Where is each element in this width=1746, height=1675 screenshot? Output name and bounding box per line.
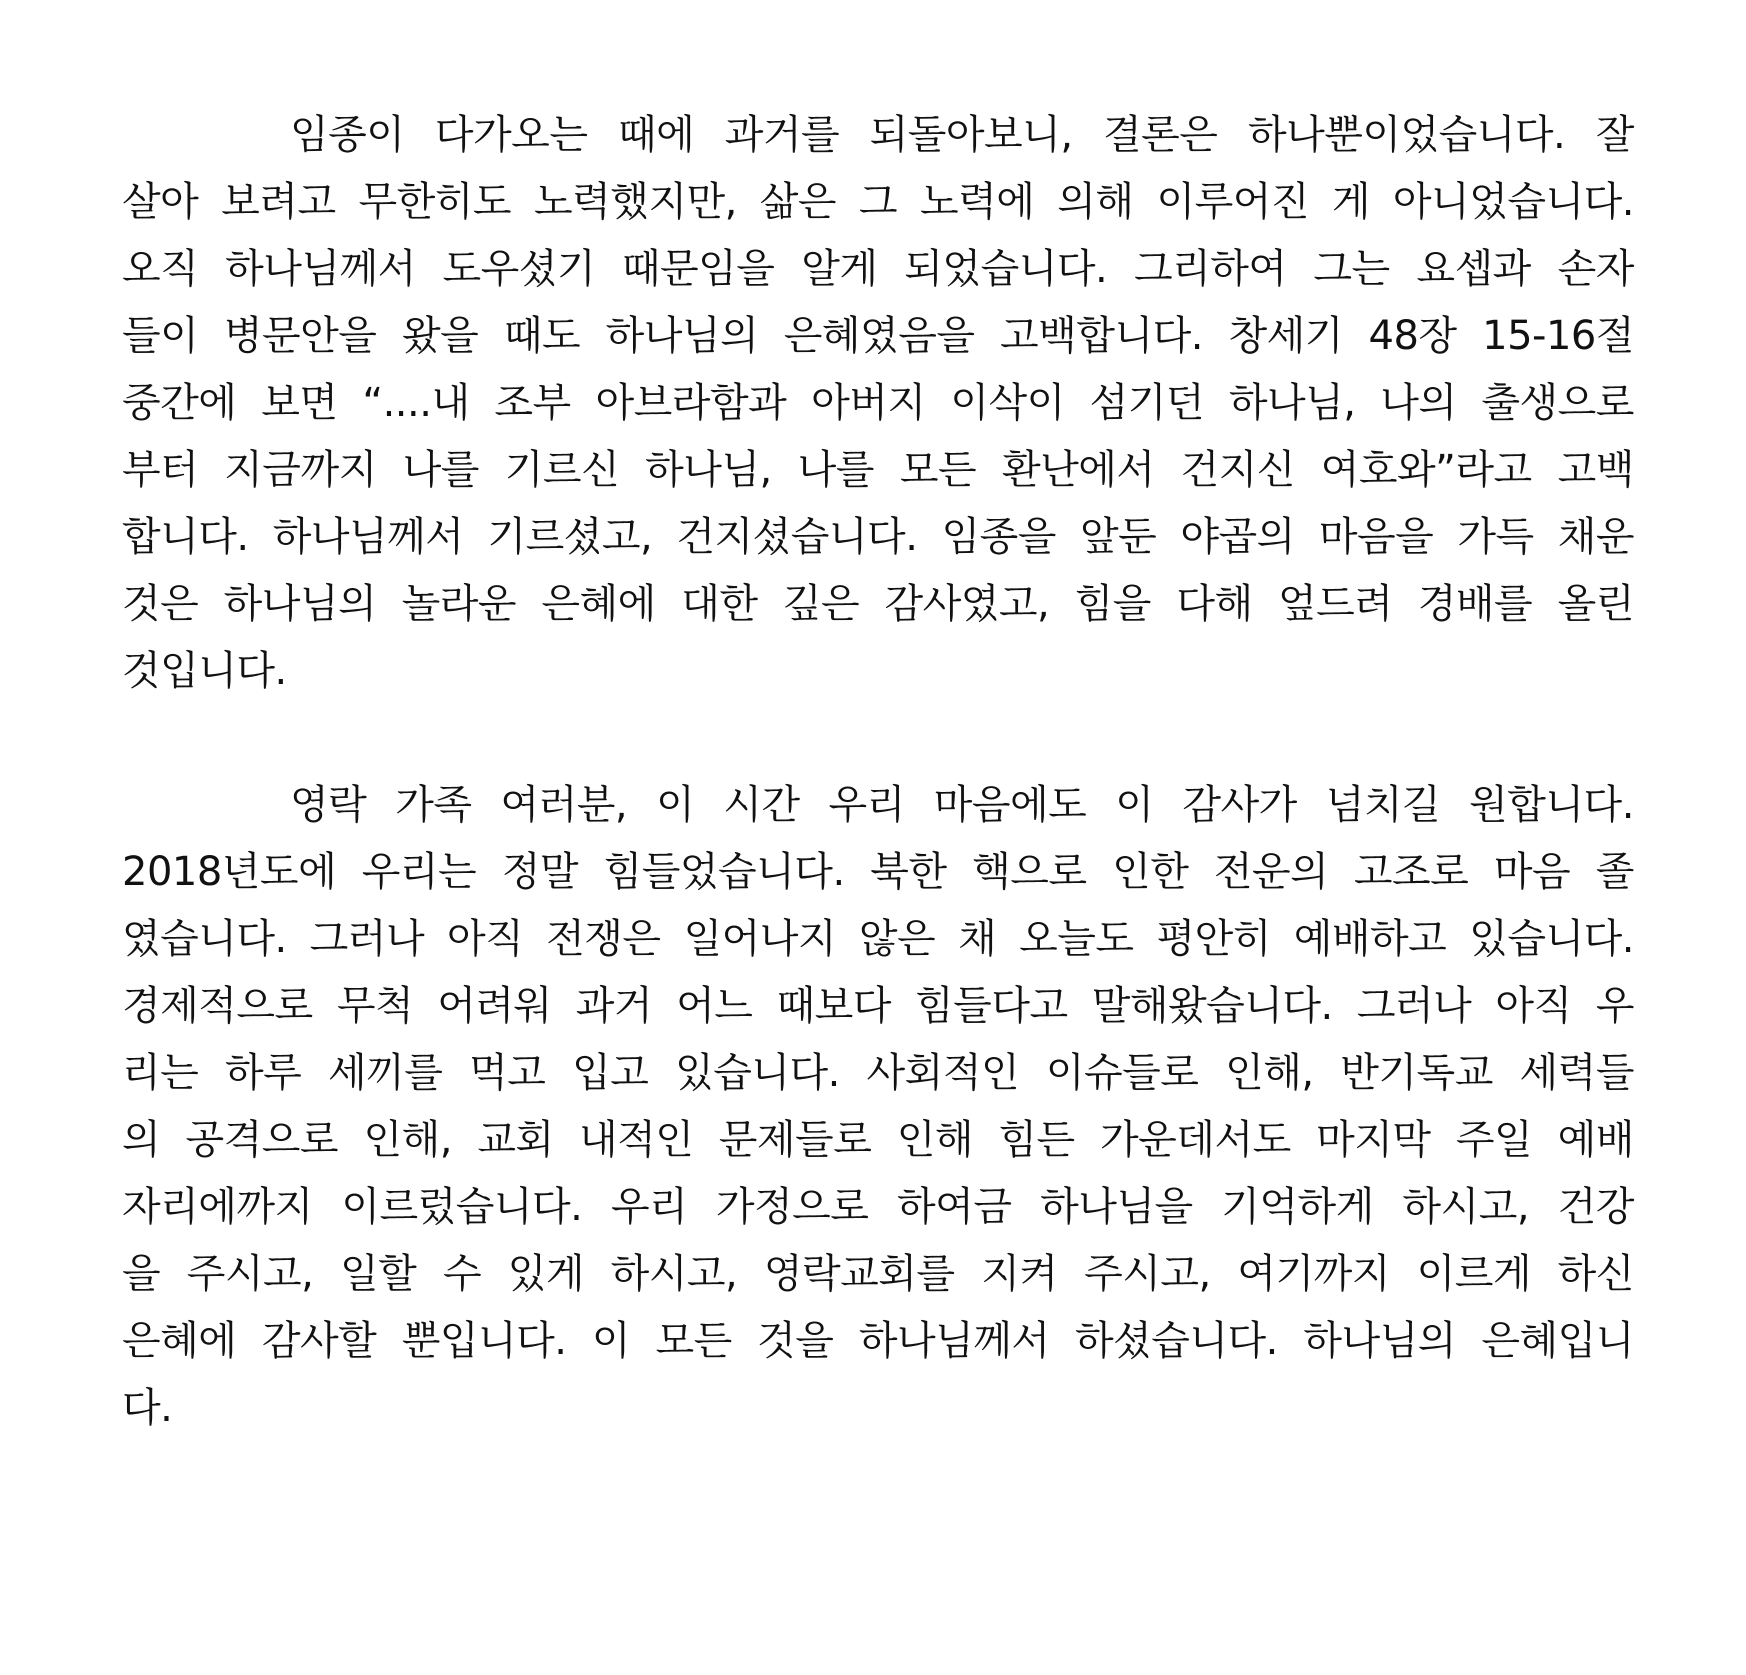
text-line: 임종이 다가오는 때에 과거를 되돌아보니, 결론은 하나뿐이었습니다. 잘 (290, 112, 1634, 158)
paragraph-2 (122, 772, 1634, 1442)
text-line: 을 주시고, 일할 수 있게 하시고, 영락교회를 지켜 주시고, 여기까지 이르게 하신 (122, 1251, 1634, 1297)
text-line: 영락 가족 여러분, 이 시간 우리 마음에도 이 감사가 넘치길 원합니다. (290, 782, 1634, 828)
text-line: 였습니다. 그러나 아직 전쟁은 일어나지 않은 채 오늘도 평안히 예배하고 있습니다. (122, 916, 1634, 962)
text-line: 2018년도에 우리는 정말 힘들었습니다. 북한 핵으로 인한 전운의 고조로 마음 졸 (122, 849, 1634, 895)
document-page (122, 102, 1634, 1442)
text-line: 것은 하나님의 놀라운 은혜에 대한 깊은 감사였고, 힘을 다해 엎드려 경배를 올린 (122, 581, 1634, 627)
text-line: 은혜에 감사할 뿐입니다. 이 모든 것을 하나님께서 하셨습니다. 하나님의 은혜입니 (122, 1318, 1634, 1364)
text-line: 부터 지금까지 나를 기르신 하나님, 나를 모든 환난에서 건지신 여호와”라고 고백 (122, 447, 1634, 493)
text-line: 의 공격으로 인해, 교회 내적인 문제들로 인해 힘든 가운데서도 마지막 주일 예배 (122, 1117, 1634, 1163)
text-line: 들이 병문안을 왔을 때도 하나님의 은혜였음을 고백합니다. 창세기 48장 15-16절 (122, 313, 1634, 359)
text-line: 리는 하루 세끼를 먹고 입고 있습니다. 사회적인 이슈들로 인해, 반기독교 세력들 (122, 1050, 1634, 1096)
text-line: 다. (122, 1385, 173, 1431)
text-line: 것입니다. (122, 648, 287, 694)
text-line: 중간에 보면 “....내 조부 아브라함과 아버지 이삭이 섬기던 하나님, 나의 출생으로 (122, 380, 1634, 426)
text-line: 자리에까지 이르렀습니다. 우리 가정으로 하여금 하나님을 기억하게 하시고, 건강 (122, 1184, 1634, 1230)
text-line: 오직 하나님께서 도우셨기 때문임을 알게 되었습니다. 그리하여 그는 요셉과 손자 (122, 246, 1634, 292)
text-line: 경제적으로 무척 어려워 과거 어느 때보다 힘들다고 말해왔습니다. 그러나 아직 우 (122, 983, 1634, 1029)
text-line: 살아 보려고 무한히도 노력했지만, 삶은 그 노력에 의해 이루어진 게 아니었습니다. (122, 179, 1634, 225)
text-line: 합니다. 하나님께서 기르셨고, 건지셨습니다. 임종을 앞둔 야곱의 마음을 가득 채운 (122, 514, 1634, 560)
paragraph-1 (122, 102, 1634, 705)
